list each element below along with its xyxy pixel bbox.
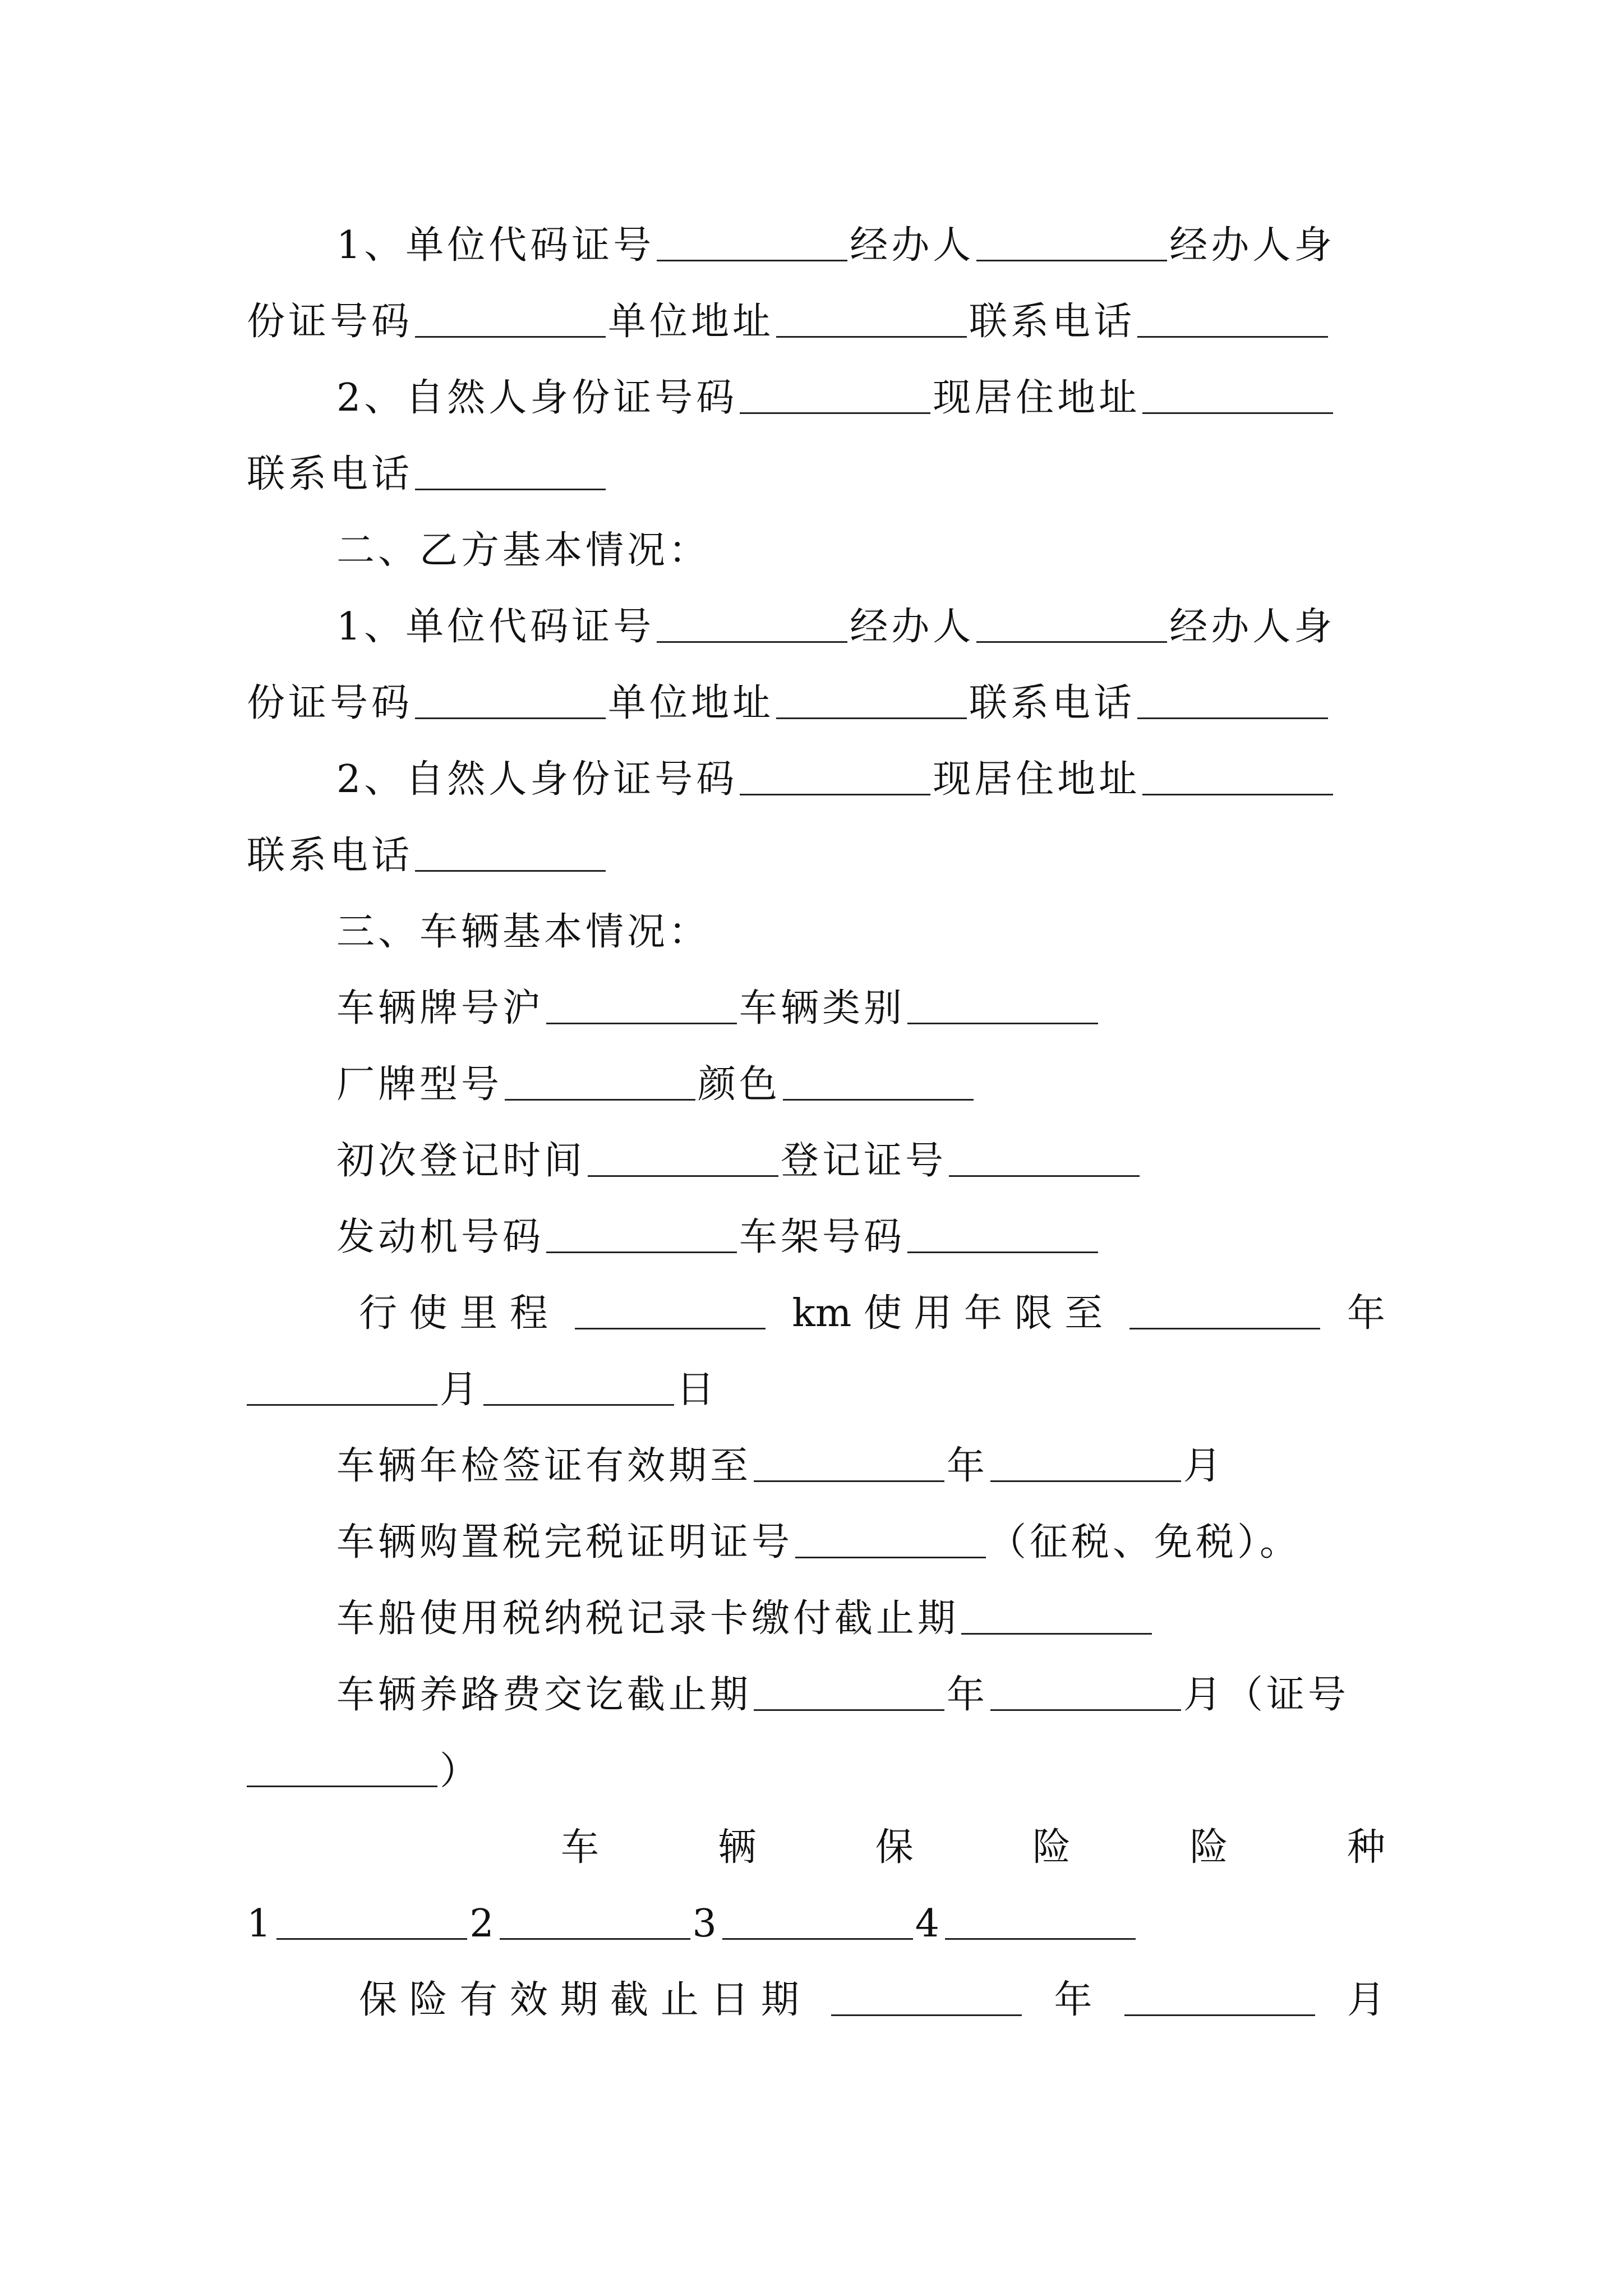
text: 年 — [1054, 1978, 1092, 2022]
text: 1 — [247, 1902, 275, 1946]
text: 车辆类别 — [739, 986, 906, 1030]
text: 现居住地址 — [933, 376, 1141, 420]
text: 单位地址 — [608, 300, 774, 344]
text: 4 — [915, 1902, 943, 1946]
blank-field[interactable] — [657, 224, 847, 261]
text: 月 — [440, 1368, 482, 1412]
text: 发动机号码 — [336, 1215, 545, 1259]
text: 颜色 — [698, 1062, 781, 1107]
text: km 使 用 年 限 至 — [792, 1291, 1103, 1336]
blank-field[interactable] — [415, 300, 606, 338]
blank-field[interactable] — [546, 987, 737, 1024]
purchase-tax-line — [336, 1504, 1385, 1581]
text: 年 — [947, 1444, 989, 1488]
text: 三、车辆基本情况： — [336, 910, 711, 954]
mileage-date-line — [247, 1352, 1385, 1428]
blank-field[interactable] — [776, 682, 967, 719]
text: 联系电话 — [247, 834, 413, 878]
vehicle-engine-line — [336, 1199, 1385, 1276]
mileage-line — [359, 1276, 1385, 1352]
road-fee-cert-line — [247, 1733, 1385, 1810]
blank-field[interactable] — [657, 605, 847, 643]
text: 车 — [561, 1825, 600, 1870]
text: 车辆牌号沪 — [336, 986, 545, 1030]
text: 现居住地址 — [933, 757, 1141, 802]
blank-field[interactable] — [990, 1444, 1181, 1482]
blank-field[interactable] — [500, 1902, 690, 1940]
text: 2、自然人身份证号码 — [336, 757, 738, 802]
blank-field[interactable] — [961, 1597, 1152, 1635]
blank-field[interactable] — [754, 1444, 944, 1482]
text: 份证号码 — [247, 681, 413, 725]
blank-field[interactable] — [1137, 682, 1328, 719]
blank-field[interactable] — [722, 1902, 913, 1940]
text: 险 — [1189, 1825, 1228, 1870]
blank-field[interactable] — [949, 1139, 1140, 1177]
text: 车辆年检签证有效期至 — [336, 1444, 752, 1488]
text: 1、单位代码证号 — [336, 605, 655, 649]
text: 厂牌型号 — [336, 1062, 503, 1107]
blank-field[interactable] — [990, 1673, 1181, 1711]
text: 经办人身 — [1169, 223, 1336, 268]
blank-field[interactable] — [976, 605, 1167, 643]
text: （征税、免税）。 — [988, 1520, 1302, 1565]
vessel-tax-line — [336, 1581, 1385, 1657]
inspection-validity-line — [336, 1428, 1385, 1504]
text: 车架号码 — [739, 1215, 906, 1259]
text: 经办人身 — [1169, 605, 1336, 649]
text: 联系电话 — [969, 300, 1136, 344]
text: 车辆购置税完税证明证号 — [336, 1520, 794, 1565]
insurance-type-heading — [561, 1810, 1385, 1886]
text: 初次登记时间 — [336, 1139, 586, 1183]
text: 月 — [1183, 1444, 1225, 1488]
text: 车船使用税纳税记录卡缴付截止期 — [336, 1596, 960, 1641]
insurance-validity-line — [359, 1962, 1385, 2039]
section-party-b-heading — [336, 513, 1385, 589]
blank-field[interactable] — [505, 1063, 695, 1101]
blank-field[interactable] — [776, 300, 967, 338]
text: 辆 — [718, 1825, 757, 1870]
blank-field[interactable] — [1142, 758, 1333, 795]
party-b-id-line — [247, 665, 1385, 742]
text: 联系电话 — [969, 681, 1136, 725]
blank-field[interactable] — [546, 1216, 737, 1253]
section-vehicle-heading — [336, 894, 1385, 970]
text: 经办人 — [850, 605, 975, 649]
text: 保 — [875, 1825, 914, 1870]
party-a-person-line — [336, 360, 1385, 436]
blank-field[interactable] — [247, 1750, 437, 1787]
blank-field[interactable] — [831, 1978, 1022, 2016]
party-a-phone-line — [247, 436, 1385, 513]
text: 单位地址 — [608, 681, 774, 725]
vehicle-registration-line — [336, 1123, 1385, 1199]
party-b-person-line — [336, 742, 1385, 818]
blank-field[interactable] — [415, 453, 606, 490]
text: 险 — [1032, 1825, 1071, 1870]
text: 车辆养路费交讫截止期 — [336, 1673, 752, 1717]
text: 1、单位代码证号 — [336, 223, 655, 268]
text: ） — [440, 1749, 482, 1793]
blank-field[interactable] — [795, 1521, 986, 1558]
text: 登记证号 — [781, 1139, 947, 1183]
blank-field[interactable] — [740, 758, 930, 795]
text: 年 — [947, 1673, 989, 1717]
text: 2、自然人身份证号码 — [336, 376, 738, 420]
text: 2 — [469, 1902, 497, 1946]
blank-field[interactable] — [1124, 1978, 1315, 2016]
text: 份证号码 — [247, 300, 413, 344]
insurance-type-items-line — [247, 1886, 1385, 1962]
text: 月 — [1347, 1978, 1385, 2022]
text: 年 — [1347, 1291, 1385, 1336]
blank-field[interactable] — [945, 1902, 1136, 1940]
party-b-unit-line — [336, 589, 1385, 665]
blank-field[interactable] — [1142, 376, 1333, 414]
text: 二、乙方基本情况： — [336, 528, 711, 573]
vehicle-model-line — [336, 1047, 1385, 1123]
blank-field[interactable] — [588, 1139, 778, 1177]
blank-field[interactable] — [1137, 300, 1328, 338]
blank-field[interactable] — [575, 1292, 766, 1329]
text: 行 使 里 程 — [359, 1291, 548, 1336]
text: 保 险 有 效 期 截 止 日 期 — [359, 1978, 799, 2022]
blank-field[interactable] — [783, 1063, 974, 1101]
blank-field[interactable] — [483, 1368, 674, 1406]
text: 月（证号 — [1183, 1673, 1350, 1717]
blank-field[interactable] — [976, 224, 1167, 261]
text: 联系电话 — [247, 452, 413, 496]
text: 经办人 — [850, 223, 975, 268]
blank-field[interactable] — [907, 987, 1098, 1024]
blank-field[interactable] — [754, 1673, 944, 1711]
text: 日 — [676, 1368, 718, 1412]
vehicle-plate-line — [336, 970, 1385, 1047]
text: 3 — [692, 1902, 720, 1946]
blank-field[interactable] — [415, 834, 606, 872]
blank-field[interactable] — [1129, 1292, 1320, 1329]
blank-field[interactable] — [415, 682, 606, 719]
text: 种 — [1347, 1825, 1385, 1870]
party-a-id-line — [247, 284, 1385, 360]
blank-field[interactable] — [740, 376, 930, 414]
party-a-unit-line — [336, 208, 1385, 284]
blank-field[interactable] — [907, 1216, 1098, 1253]
road-fee-line — [336, 1657, 1385, 1733]
party-b-phone-line — [247, 818, 1385, 894]
blank-field[interactable] — [247, 1368, 437, 1406]
blank-field[interactable] — [276, 1902, 467, 1940]
